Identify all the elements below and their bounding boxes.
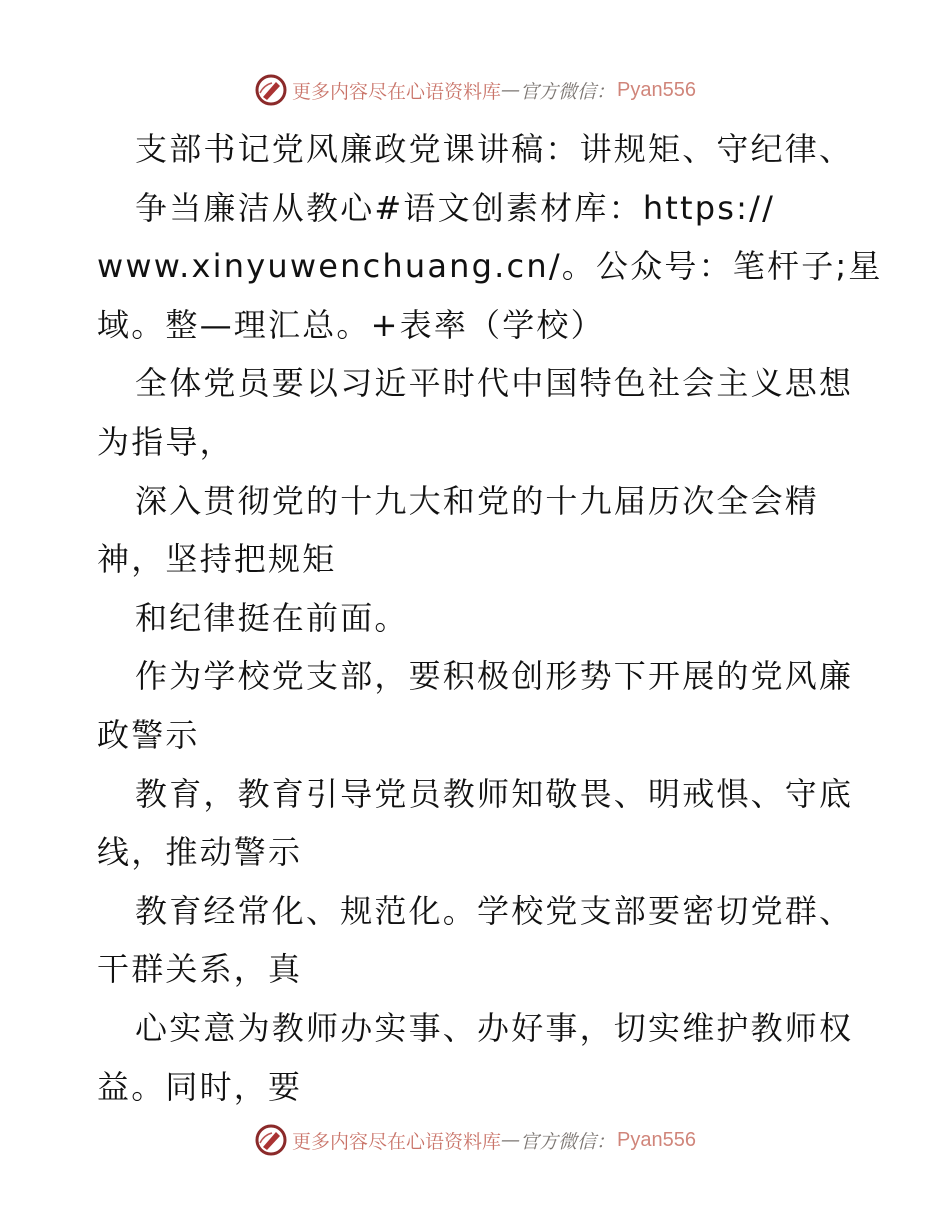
text-line: 教育，教育引导党员教师知敬畏、明戒惧、守底	[135, 774, 854, 813]
text-line: 干群关系，真	[97, 950, 303, 989]
header-watermark	[0, 70, 950, 110]
watermark-dash: —	[501, 79, 521, 101]
text-line: www.xinyuwenchuang.cn/。公众号：笔杆子;星	[97, 247, 883, 286]
watermark-brand-text: 更多内容尽在心语资料库	[292, 1130, 502, 1153]
text-line: 争当廉洁从教心#语文创素材库：https://	[135, 188, 776, 227]
text-line: 和纪律挺在前面。	[135, 598, 409, 637]
watermark-wechat-label: 官方微信：	[520, 1130, 616, 1153]
text-line: 作为学校党支部，要积极创形势下开展的党风廉	[135, 657, 854, 696]
text-line: 域。整—理汇总。+表率（学校）	[97, 305, 605, 344]
text-line: 神，坚持把规矩	[97, 540, 337, 579]
text-line: 深入贯彻党的十九大和党的十九届历次全会精	[135, 481, 820, 520]
watermark-brand-text: 更多内容尽在心语资料库	[292, 80, 502, 103]
pen-circle-logo-icon	[254, 73, 288, 107]
document-body	[97, 120, 883, 1116]
watermark-wechat-id: Pyan556	[617, 1128, 696, 1151]
watermark-dash: —	[501, 1129, 521, 1151]
watermark-wechat-label: 官方微信：	[520, 80, 616, 103]
text-line: 政警示	[97, 715, 200, 754]
text-line: 为指导，	[97, 422, 234, 461]
text-line: 心实意为教师办实事、办好事，切实维护教师权	[135, 1008, 854, 1047]
text-line: 线，推动警示	[97, 833, 303, 872]
text-line: 教育经常化、规范化。学校党支部要密切党群、	[135, 891, 854, 930]
footer-watermark	[0, 1120, 950, 1160]
text-line: 支部书记党风廉政党课讲稿：讲规矩、守纪律、	[135, 130, 854, 168]
text-line: 全体党员要以习近平时代中国特色社会主义思想	[135, 364, 854, 403]
pen-circle-logo-icon	[254, 1123, 288, 1157]
watermark-wechat-id: Pyan556	[617, 78, 696, 101]
text-line: 益。同时，要	[97, 1067, 303, 1106]
